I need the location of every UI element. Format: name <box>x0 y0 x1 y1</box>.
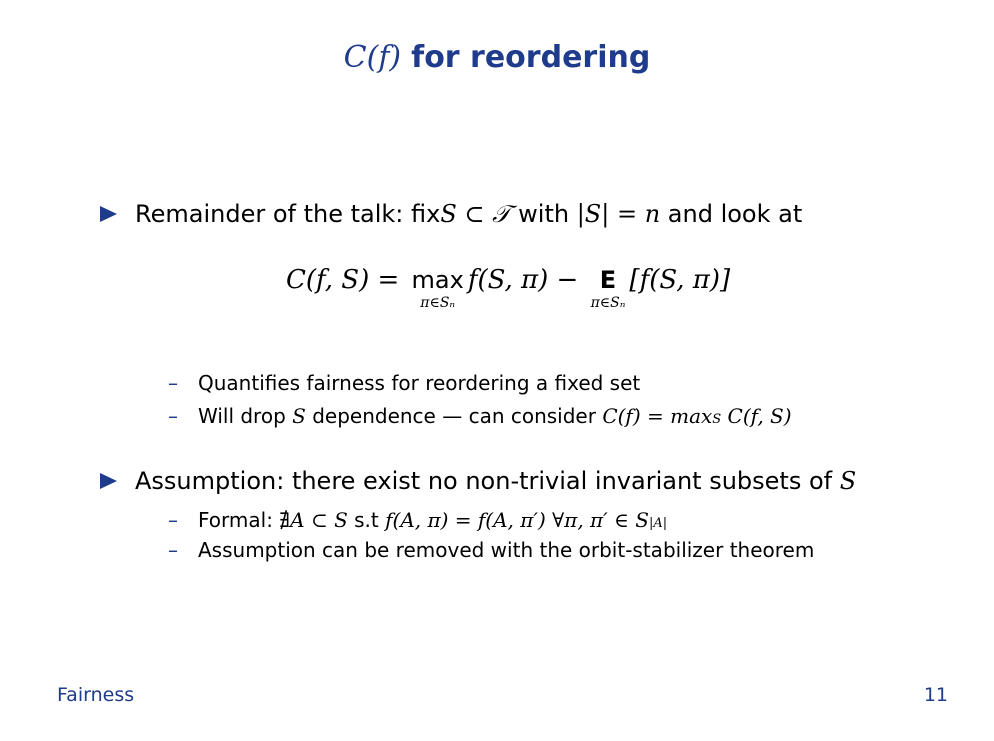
dash-bullet-icon: – <box>168 371 178 395</box>
subbullet-formal-math-b: f(A, π) = f(A, π′) ∀π, π′ ∈ S <box>385 508 649 532</box>
dash-bullet-icon: – <box>168 508 178 532</box>
bullet-remainder-math-a: S ⊂ 𝒯 <box>440 200 511 228</box>
equation-exp-op: E <box>599 266 617 294</box>
dash-bullet-icon: – <box>168 538 178 562</box>
subbullet-formal-text-a: Formal: <box>198 508 280 532</box>
page-number: 11 <box>923 684 948 706</box>
subbullet-drop-text-b: dependence — can consider <box>305 404 603 428</box>
dash-bullet-icon: – <box>168 404 178 428</box>
equation-max-sub: π∈Sₙ <box>420 295 456 311</box>
subbullet-drop-text-a: Will drop <box>198 404 293 428</box>
subbullet-formal <box>168 508 667 532</box>
subbullet-orbit-stabilizer <box>168 538 814 562</box>
subbullet-drop-math-c: C(f, S) <box>721 404 792 428</box>
equation-mid: f(S, π) − <box>467 265 587 295</box>
bullet-assumption <box>100 467 856 495</box>
equation-rhs: [f(S, π)] <box>629 265 731 295</box>
display-equation <box>286 264 730 324</box>
subbullet-formal-text-b: s.t <box>347 508 386 532</box>
equation-exp-sub: π∈Sₙ <box>590 295 626 311</box>
triangle-bullet-icon <box>100 206 117 222</box>
subbullet-quantifies-text: Quantifies fairness for reordering a fixed set <box>198 371 641 395</box>
slide-title-math: C(f) <box>343 40 402 75</box>
equation-lhs: C(f, S) = <box>286 265 408 295</box>
subbullet-drop-math-a: S <box>292 404 306 428</box>
bullet-remainder <box>100 200 802 228</box>
footer-section-title: Fairness <box>57 684 135 706</box>
slide-title <box>0 40 994 75</box>
subbullet-drop-math-b: C(f) = max <box>602 404 713 428</box>
subbullet-drop-dependence <box>168 404 792 428</box>
subbullet-drop-math-b-sub: S <box>712 412 722 427</box>
bullet-remainder-text-c: and look at <box>660 200 803 228</box>
equation-expectation-operator <box>591 264 626 310</box>
subbullet-quantifies <box>168 371 640 395</box>
equation-max-operator <box>412 264 464 310</box>
subbullet-formal-math-b-sub: |A| <box>648 516 668 531</box>
subbullet-formal-math-a: ∄A ⊂ S <box>279 508 348 532</box>
bullet-remainder-text-b: with <box>510 200 577 228</box>
bullet-remainder-text-a: Remainder of the talk: fix <box>135 200 441 228</box>
slide-title-text: for reordering <box>411 40 651 75</box>
subbullet-orbit-stabilizer-text: Assumption can be removed with the orbit-stabilizer theorem <box>198 538 815 562</box>
bullet-assumption-text-a: Assumption: there exist no non-trivial invariant subsets of <box>135 467 840 495</box>
bullet-remainder-math-b: |S| = n <box>576 200 661 228</box>
bullet-assumption-math-a: S <box>839 467 857 495</box>
equation-max-op: max <box>411 266 464 294</box>
triangle-bullet-icon <box>100 473 117 489</box>
